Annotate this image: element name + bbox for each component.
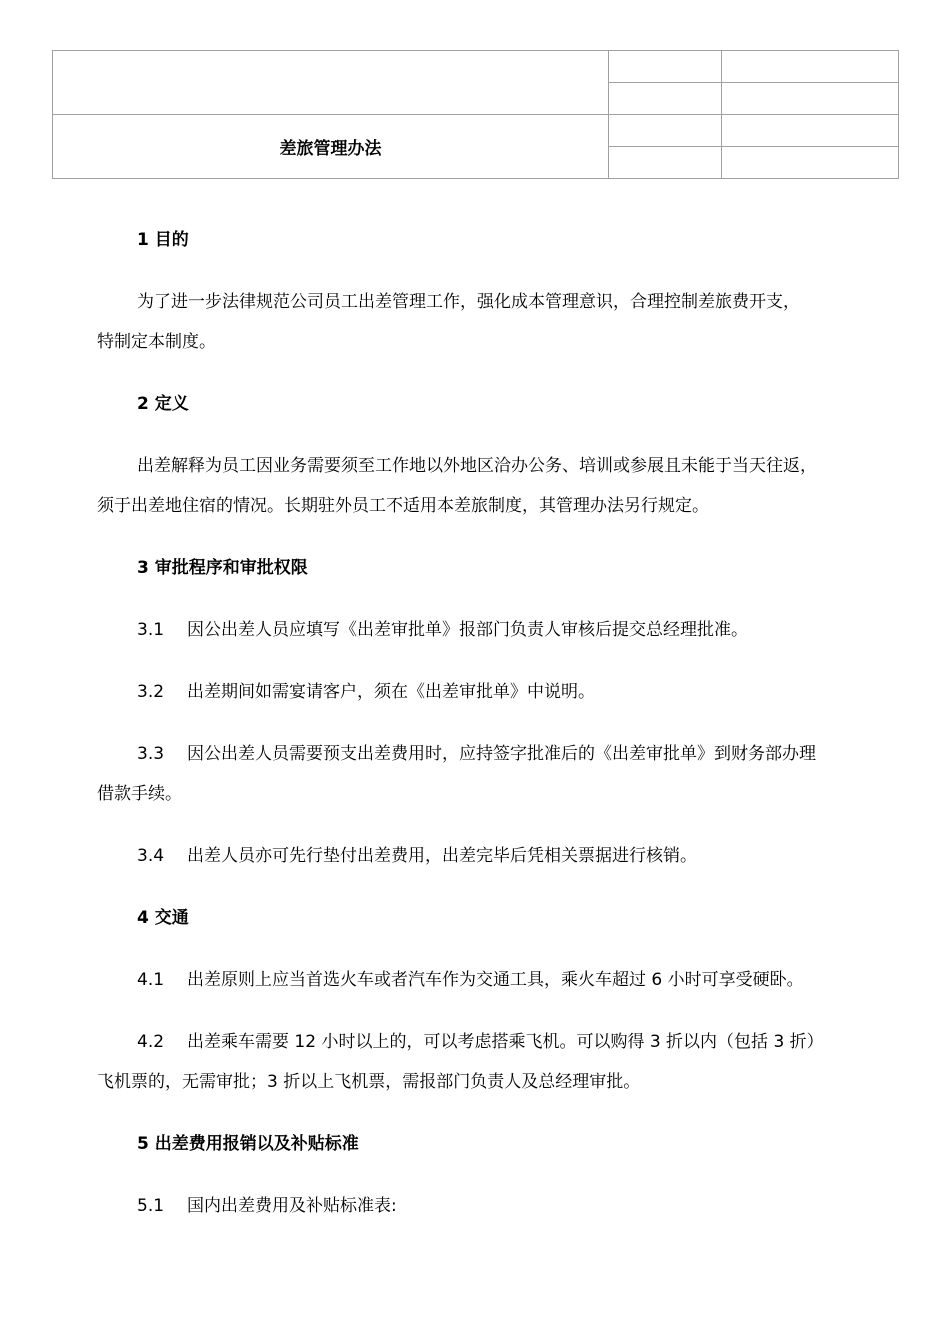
header-value-cell: [722, 51, 899, 83]
item-number: 4.2: [137, 1032, 165, 1052]
list-item-cont: [97, 774, 912, 814]
paragraph-line: 特制定本制度。: [97, 332, 216, 352]
list-item: [97, 836, 912, 876]
paragraph-purpose: [97, 282, 912, 322]
list-item: [97, 1186, 912, 1226]
item-number: 5.1: [137, 1196, 165, 1216]
document-body: [97, 220, 912, 1226]
paragraph-purpose-cont: [97, 322, 912, 362]
paragraph-line: 须于出差地住宿的情况。长期驻外员工不适用本差旅制度，其管理办法另行规定。: [97, 496, 709, 516]
paragraph-line: 出差解释为员工因业务需要须至工作地以外地区洽办公务、培训或参展且未能于当天往返，: [137, 456, 817, 476]
paragraph-definition-cont: [97, 486, 912, 526]
list-item-cont: [97, 1062, 912, 1102]
item-number: 3.4: [137, 846, 165, 866]
list-item: [97, 960, 912, 1000]
item-text: 出差期间如需宴请客户，须在《出差审批单》中说明。: [187, 682, 595, 702]
item-number: 3.3: [137, 744, 165, 764]
item-text: 出差乘车需要 12 小时以上的，可以考虑搭乘飞机。可以购得 3 折以内（包括 3 折）: [187, 1032, 824, 1052]
header-field-cell: [609, 115, 722, 147]
item-text: 国内出差费用及补贴标准表:: [187, 1196, 397, 1216]
header-value-cell: [722, 83, 899, 115]
item-text: 出差人员亦可先行垫付出差费用，出差完毕后凭相关票据进行核销。: [187, 846, 697, 866]
header-field-cell: [609, 147, 722, 179]
item-number: 4.1: [137, 970, 165, 990]
item-text: 因公出差人员应填写《出差审批单》报部门负责人审核后提交总经理批准。: [187, 620, 748, 640]
header-value-cell: [722, 147, 899, 179]
section-heading-approval: 3 审批程序和审批权限: [137, 558, 308, 578]
document-title: 差旅管理办法: [53, 115, 609, 179]
item-text: 飞机票的，无需审批；3 折以上飞机票，需报部门负责人及总经理审批。: [97, 1072, 641, 1092]
section-heading-transport: 4 交通: [137, 908, 189, 928]
item-number: 3.1: [137, 620, 165, 640]
section-heading-definition: 2 定义: [137, 394, 189, 414]
document-header-table: [52, 50, 899, 179]
item-number: 3.2: [137, 682, 165, 702]
section-heading-purpose: 1 目的: [137, 230, 189, 250]
item-text: 因公出差人员需要预支出差费用时，应持签字批准后的《出差审批单》到财务部办理: [187, 744, 816, 764]
list-item: [97, 1022, 912, 1062]
header-value-cell: [722, 115, 899, 147]
list-item: [97, 672, 912, 712]
list-item: [97, 610, 912, 650]
item-text: 借款手续。: [97, 784, 182, 804]
header-field-cell: [609, 83, 722, 115]
paragraph-definition: [97, 446, 912, 486]
list-item: [97, 734, 912, 774]
header-blank-cell: [53, 51, 609, 115]
section-heading-expenses: 5 出差费用报销以及补贴标准: [137, 1134, 359, 1154]
header-field-cell: [609, 51, 722, 83]
item-text: 出差原则上应当首选火车或者汽车作为交通工具，乘火车超过 6 小时可享受硬卧。: [187, 970, 804, 990]
paragraph-line: 为了进一步法律规范公司员工出差管理工作，强化成本管理意识，合理控制差旅费开支，: [137, 292, 800, 312]
